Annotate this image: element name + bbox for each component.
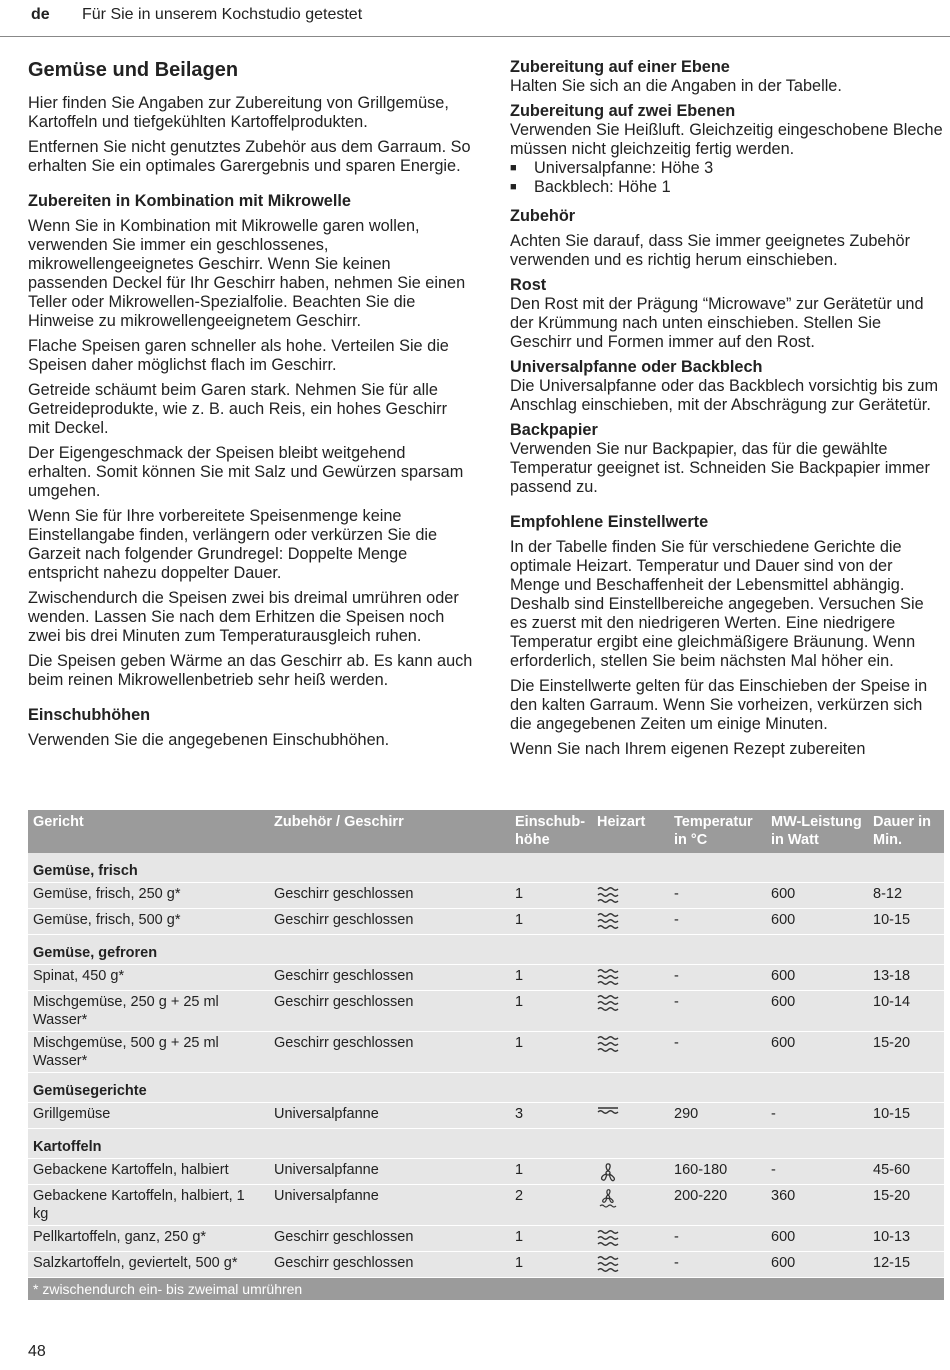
cell-mw: 600 [766,909,868,935]
cell-temp: - [669,909,766,935]
column-header: Gericht [28,810,269,853]
cell-einschub: 2 [510,1185,592,1226]
body-paragraph: Verwenden Sie die angegebenen Einschubhöhen. [28,731,390,749]
microwave-icon [592,991,669,1032]
grill-icon [592,1103,669,1129]
microwave-icon [592,1032,669,1073]
cell-zubehoer: Universalpfanne [269,1159,510,1185]
list-item: ■ Universalpfanne: Höhe 3 [510,159,943,178]
cell-einschub: 3 [510,1103,592,1129]
cell-gericht: Salzkartoffeln, geviertelt, 500 g* [28,1252,269,1278]
cell-gericht: Gebackene Kartoffeln, halbiert, 1 kg [28,1185,269,1226]
settings-table [28,810,944,1301]
table-group-row [28,1073,944,1103]
cell-gericht: Mischgemüse, 250 g + 25 ml Wasser* [28,991,269,1032]
cell-zubehoer: Geschirr geschlossen [269,965,510,991]
subheading-paper: Backpapier [510,421,598,439]
cell-einschub: 1 [510,883,592,909]
table-row [28,909,944,935]
cell-einschub: 1 [510,1252,592,1278]
table-row [28,1226,944,1252]
group-title: Gemüse, frisch [28,853,944,883]
cell-mw: 600 [766,1032,868,1073]
cell-temp: - [669,1032,766,1073]
body-paragraph: Getreide schäumt beim Garen stark. Nehmen Sie für alle Getreideprodukte, wie z. B. auch Reis, ein hohes Geschirr mit Deckel. [28,381,447,437]
table-row [28,1252,944,1278]
cell-gericht: Mischgemüse, 500 g + 25 ml Wasser* [28,1032,269,1073]
table-row [28,883,944,909]
cell-gericht: Gemüse, frisch, 250 g* [28,883,269,909]
cell-einschub: 1 [510,1226,592,1252]
cell-temp: 160-180 [669,1159,766,1185]
cell-temp: - [669,1252,766,1278]
list-item: ■ Backblech: Höhe 1 [510,178,943,197]
cell-temp: 200-220 [669,1185,766,1226]
body-paragraph: Zwischendurch die Speisen zwei bis dreimal umrühren oder wenden. Lassen Sie nach dem Erhitzen die Speisen noch zwei bis drei Minuten zum Temperaturausgleich ruhen. [28,589,459,645]
cell-dauer: 15-20 [868,1032,944,1073]
column-header: Temperatur in °C [669,810,766,853]
microwave-icon [592,1226,669,1252]
table-group-row [28,853,944,883]
settings-table-wrap [28,810,944,1301]
cell-zubehoer: Geschirr geschlossen [269,1032,510,1073]
cell-einschub: 1 [510,1032,592,1073]
column-header: Einschub-höhe [510,810,592,853]
cell-zubehoer: Geschirr geschlossen [269,883,510,909]
body-paragraph: Der Eigengeschmack der Speisen bleibt weitgehend erhalten. Somit können Sie mit Salz und Gewürzen sparsam umgehen. [28,444,464,500]
language-tag: de [31,6,50,23]
microwave-icon [592,965,669,991]
section-heading-microwave: Zubereiten in Kombination mit Mikrowelle [28,192,351,210]
left-column [28,58,473,756]
page-title: Gemüse und Beilagen [28,59,239,81]
table-header-row [28,810,944,853]
body-paragraph: Die Speisen geben Wärme an das Geschirr ab. Es kann auch beim reinen Mikrowellenbetrieb sehr heiß werden. [28,652,473,689]
body-paragraph: Die Universalpfanne oder das Backblech vorsichtig bis zum Anschlag einschieben, mit der Abschrägung zur Gerätetür. [510,377,939,414]
body-paragraph: Wenn Sie in Kombination mit Mikrowelle garen wollen, verwenden Sie immer ein geschlossenes, mikrowellengeeignetes Geschirr. Wenn Sie keinen passenden Deckel für Ihr Geschirr haben, nehmen Sie einen Teller oder Mikrowellen-Spezialfolie. Beachten Sie die Hinweise zu mikrowellengeeignetem Geschirr. [28,217,466,330]
body-paragraph: Flache Speisen garen schneller als hohe. Verteilen Sie die Speisen daher möglichst flach im Geschirr. [28,337,449,374]
body-paragraph: Verwenden Sie Heißluft. Gleichzeitig eingeschobene Bleche müssen nicht gleichzeitig fertig werden. [510,121,943,158]
subheading-pan: Universalpfanne oder Backblech [510,358,763,376]
cell-zubehoer: Geschirr geschlossen [269,991,510,1032]
cell-dauer: 10-15 [868,1103,944,1129]
intro-paragraph: Entfernen Sie nicht genutztes Zubehör aus dem Garraum. So erhalten Sie ein optimales Garergebnis und sparen Energie. [28,138,471,175]
body-paragraph: Den Rost mit der Prägung “Microwave” zur Gerätetür und der Krümmung nach unten einschieben. Stellen Sie Geschirr und Formen immer auf den Rost. [510,295,924,351]
section-heading-settings: Empfohlene Einstellwerte [510,513,709,531]
cell-zubehoer: Geschirr geschlossen [269,1252,510,1278]
page-header [0,6,950,28]
body-paragraph: Die Einstellwerte gelten für das Einschieben der Speise in den kalten Garraum. Wenn Sie vorheizen, verkürzen sich die angegebenen Zeiten um einige Minuten. [510,677,928,733]
cell-temp: - [669,965,766,991]
cell-mw: 600 [766,965,868,991]
cell-temp: 290 [669,1103,766,1129]
intro-paragraph: Hier finden Sie Angaben zur Zubereitung von Grillgemüse, Kartoffeln und tiefgekühlten Kartoffelprodukten. [28,94,449,131]
hot-air-icon [592,1159,669,1185]
cell-gericht: Grillgemüse [28,1103,269,1129]
cell-mw: 600 [766,991,868,1032]
cell-dauer: 45-60 [868,1159,944,1185]
levels-list [510,159,943,197]
body-paragraph: Halten Sie sich an die Angaben in der Tabelle. [510,77,842,95]
cell-gericht: Pellkartoffeln, ganz, 250 g* [28,1226,269,1252]
cell-zubehoer: Geschirr geschlossen [269,909,510,935]
cell-mw: - [766,1103,868,1129]
cell-einschub: 1 [510,1159,592,1185]
microwave-icon [592,909,669,935]
section-heading-einschub: Einschubhöhen [28,706,151,724]
right-column [510,58,943,765]
cell-mw: - [766,1159,868,1185]
subheading-two-levels: Zubereitung auf zwei Ebenen [510,102,736,120]
cell-dauer: 13-18 [868,965,944,991]
body-paragraph: Wenn Sie nach Ihrem eigenen Rezept zubereiten [510,740,866,758]
section-heading-zubehoer: Zubehör [510,207,576,225]
cell-mw: 360 [766,1185,868,1226]
header-divider [0,36,950,37]
table-row [28,1032,944,1073]
body-paragraph: Achten Sie darauf, dass Sie immer geeignetes Zubehör verwenden und es richtig herum einschieben. [510,232,911,269]
cell-mw: 600 [766,1226,868,1252]
body-paragraph: Wenn Sie für Ihre vorbereitete Speisenmenge keine Einstellangabe finden, verlängern oder verkürzen Sie die Garzeit nach folgender Grundregel: Doppelte Menge entspricht nahezu doppelter Dauer. [28,507,438,582]
table-body [28,853,944,1301]
cell-gericht: Spinat, 450 g* [28,965,269,991]
cell-dauer: 10-14 [868,991,944,1032]
table-group-row [28,1129,944,1159]
table-row [28,965,944,991]
cell-zubehoer: Geschirr geschlossen [269,1226,510,1252]
cell-dauer: 8-12 [868,883,944,909]
table-row [28,1103,944,1129]
body-paragraph: In der Tabelle finden Sie für verschiedene Gerichte die optimale Heizart. Temperatur und Dauer sind von der Menge und Beschaffenheit der Lebensmittel abhängig. Deshalb sind Einstellbereiche angegeben. Versuchen Sie es zuerst mit den niedrigeren Werten. Eine niedrigere Temperatur ergibt eine gleichmäßigere Bräunung. Wenn erforderlich, stellen Sie beim nächsten Mal höher ein. [510,538,924,670]
table-row [28,991,944,1032]
subheading-rost: Rost [510,276,547,294]
cell-dauer: 15-20 [868,1185,944,1226]
column-header: MW-Leistung in Watt [766,810,868,853]
subheading-one-level: Zubereitung auf einer Ebene [510,58,730,76]
cell-einschub: 1 [510,909,592,935]
cell-dauer: 10-13 [868,1226,944,1252]
hot-air-microwave-icon [592,1185,669,1226]
group-title: Gemüse, gefroren [28,935,944,965]
cell-gericht: Gebackene Kartoffeln, halbiert [28,1159,269,1185]
table-group-row [28,935,944,965]
group-title: Gemüsegerichte [28,1073,944,1103]
cell-dauer: 12-15 [868,1252,944,1278]
cell-temp: - [669,1226,766,1252]
microwave-icon [592,883,669,909]
column-header: Dauer in Min. [868,810,944,853]
cell-einschub: 1 [510,991,592,1032]
group-title: Kartoffeln [28,1129,944,1159]
header-title: Für Sie in unserem Kochstudio getestet [82,6,363,23]
page-number: 48 [28,1343,46,1360]
microwave-icon [592,1252,669,1278]
cell-temp: - [669,991,766,1032]
cell-temp: - [669,883,766,909]
body-paragraph: Verwenden Sie nur Backpapier, das für die gewählte Temperatur geeignet ist. Schneiden Sie Backpapier immer passend zu. [510,440,930,496]
cell-mw: 600 [766,883,868,909]
column-header: Heizart [592,810,669,853]
table-footnote: * zwischendurch ein- bis zweimal umrühren [28,1278,944,1301]
cell-einschub: 1 [510,965,592,991]
cell-zubehoer: Universalpfanne [269,1103,510,1129]
cell-dauer: 10-15 [868,909,944,935]
column-header: Zubehör / Geschirr [269,810,510,853]
cell-gericht: Gemüse, frisch, 500 g* [28,909,269,935]
table-footnote-row [28,1278,944,1301]
table-row [28,1159,944,1185]
table-row [28,1185,944,1226]
cell-mw: 600 [766,1252,868,1278]
cell-zubehoer: Universalpfanne [269,1185,510,1226]
